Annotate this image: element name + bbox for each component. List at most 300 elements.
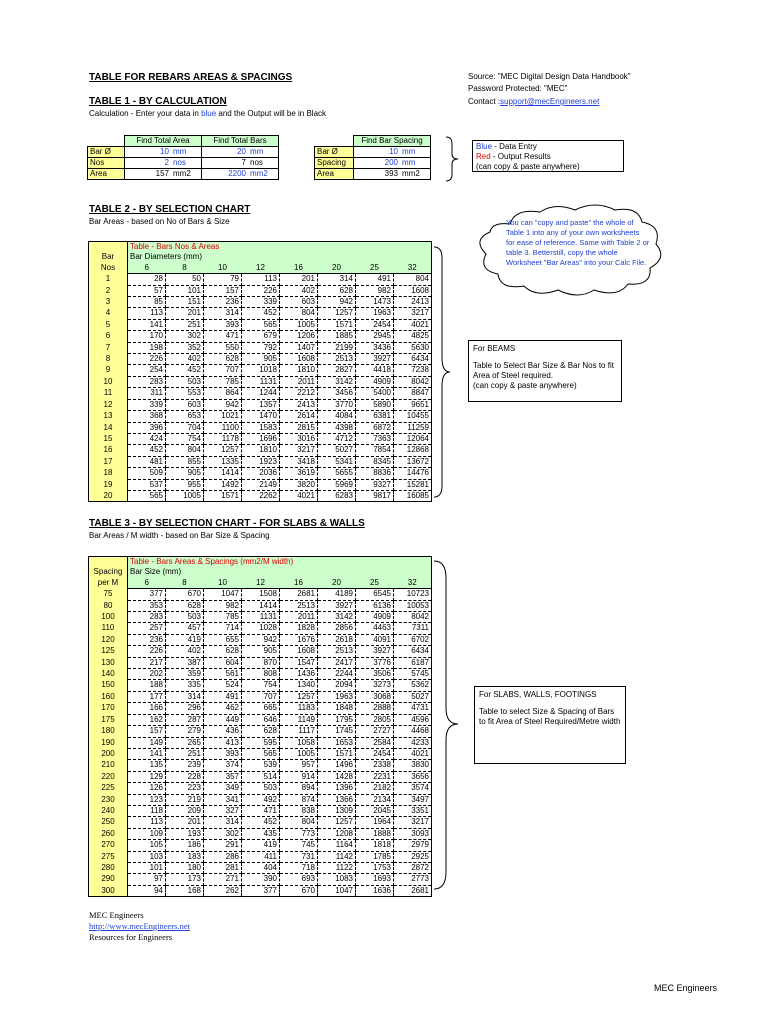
table-cell: 1888 [356,828,394,839]
table-cell: 3142 [318,376,356,387]
table-cell: 2417 [318,657,356,668]
table-cell: 537 [128,479,166,490]
table-cell: 162 [128,714,166,725]
table-cell: 1257 [318,308,356,319]
table-cell: 982 [356,285,394,296]
table-row [89,399,432,410]
table-cell: 6187 [394,657,432,668]
table-cell: 10723 [394,589,432,600]
table-cell: 1257 [280,691,318,702]
table-cell: 12868 [394,445,432,456]
table-cell: 452 [242,308,280,319]
table-row [89,862,432,873]
table-cell: 390 [242,874,280,885]
table-cell: 804 [166,445,204,456]
table-cell: 352 [166,342,204,353]
table-cell: 524 [204,680,242,691]
diameter-header: 6 [128,263,166,274]
table-row [89,589,432,600]
table-row [89,851,432,862]
table-cell: 281 [204,862,242,873]
table-cell: 603 [166,399,204,410]
table-row [89,623,432,634]
table-cell: 368 [128,411,166,422]
row-label: 110 [89,623,128,634]
table-cell: 2231 [356,771,394,782]
table-cell: 262 [204,885,242,896]
row-label: 100 [89,612,128,623]
row-label: 80 [89,600,128,611]
table-cell: 283 [128,612,166,623]
table-cell: 5969 [318,479,356,490]
table-cell: 3770 [318,399,356,410]
diameter-header: 10 [204,578,242,589]
diameter-header: 25 [356,578,394,589]
table-cell: 286 [204,851,242,862]
table-cell: 2045 [356,805,394,816]
row-label: 200 [89,748,128,759]
table3-subheading: Bar Areas / M width - based on Bar Size & Spacing [89,531,270,540]
table1-note-post: and the Output will be in Black [216,109,327,118]
table-cell: 228 [166,771,204,782]
table-cell: 1005 [280,748,318,759]
table-cell: 2727 [356,726,394,737]
legend-blue-text: - Data Entry [492,142,537,151]
table-cell: 314 [166,691,204,702]
legend-blue: Blue [476,142,493,151]
table-cell: 202 [128,669,166,680]
table-cell: 1414 [242,600,280,611]
table-cell: 314 [204,308,242,319]
table-cell: 7311 [394,623,432,634]
table-cell: 402 [166,646,204,657]
row-label: 9 [89,365,128,376]
table-cell: 251 [166,748,204,759]
table-cell: 2338 [356,760,394,771]
table-cell: 3016 [280,433,318,444]
table-cell: 9651 [394,399,432,410]
table1-heading: TABLE 1 - BY CALCULATION [89,96,227,107]
table3-grid-subtitle: Bar Size (mm) [128,567,432,577]
find-total-area-header: Find Total Area [125,136,202,147]
table-cell: 3927 [318,600,356,611]
table-cell: 126 [128,783,166,794]
input-nos[interactable]: 2 [125,158,172,169]
table-cell: 349 [204,783,242,794]
table-cell: 6702 [394,634,432,645]
table-row [89,634,432,645]
table-cell: 905 [242,646,280,657]
table-cell: 6381 [356,411,394,422]
table-cell: 452 [166,365,204,376]
table-cell: 6136 [356,600,394,611]
table-cell: 393 [204,319,242,330]
table-cell: 413 [204,737,242,748]
table-cell: 4731 [394,703,432,714]
table-cell: 4825 [394,331,432,342]
table-cell: 279 [166,726,204,737]
table-cell: 101 [166,285,204,296]
contact-email-link[interactable]: support@mecEngineers.net [500,97,600,106]
table-cell: 97 [128,874,166,885]
table-row [89,388,432,399]
table-cell: 217 [128,657,166,668]
table3-note [474,686,626,764]
row-label: 210 [89,760,128,771]
table-cell: 2134 [356,794,394,805]
row-label: 12 [89,399,128,410]
table-cell: 452 [128,445,166,456]
table-cell: 707 [204,365,242,376]
row-label: 180 [89,726,128,737]
table1-note [89,109,326,118]
table-cell: 314 [318,274,356,285]
table-cell: 186 [166,840,204,851]
table-cell: 1547 [280,657,318,668]
input-spacing[interactable]: 200 [354,158,401,169]
table-cell: 8042 [394,612,432,623]
table-cell: 1131 [242,376,280,387]
table-cell: 3436 [356,342,394,353]
table-cell: 2199 [318,342,356,353]
table-cell: 2827 [318,365,356,376]
table-cell: 79 [204,274,242,285]
table-row [89,365,432,376]
row-label: Bar Ø [88,147,125,158]
row-label: 3 [89,297,128,308]
table-cell: 4712 [318,433,356,444]
table-cell: 254 [128,365,166,376]
table-row [89,760,432,771]
table-row [89,308,432,319]
row-label: Bar Ø [315,147,354,158]
table-cell: 3142 [318,612,356,623]
table-cell: 471 [242,805,280,816]
table-cell: 646 [242,714,280,725]
table-cell: 353 [128,600,166,611]
diameter-header: 25 [356,263,394,274]
row-label: 10 [89,376,128,387]
table-cell: 265 [166,737,204,748]
table-cell: 12064 [394,433,432,444]
table-row [89,433,432,444]
table-cell: 1142 [318,851,356,862]
table-cell: 731 [280,851,318,862]
row-label: Area [88,169,125,180]
table-cell: 2872 [394,862,432,873]
table-cell: 1810 [280,365,318,376]
table-cell: 492 [242,794,280,805]
table3-grid [88,556,432,897]
diameter-header: 16 [280,578,318,589]
output-nos: 7 [202,158,249,169]
table3-note-body: Table to select Size & Spacing of Bars to fit Area of Steel Required/Metre width [479,707,621,726]
diameter-header: 32 [394,578,432,589]
table-cell: 785 [204,376,242,387]
table-cell: 2513 [318,354,356,365]
table-cell: 1257 [204,445,242,456]
table-cell: 1047 [318,885,356,896]
table-row [89,342,432,353]
input-bar-dia-bars[interactable]: 20 [202,147,249,158]
table-cell: 7854 [356,445,394,456]
table-cell: 1753 [356,862,394,873]
table-cell: 628 [166,600,204,611]
row-label: 300 [89,885,128,896]
table-cell: 5027 [394,691,432,702]
table-cell: 1676 [280,634,318,645]
table2-heading: TABLE 2 - BY SELECTION CHART [89,204,251,215]
table-cell: 1122 [318,862,356,873]
table-cell: 101 [128,862,166,873]
table-cell: 257 [128,623,166,634]
table-cell: 219 [166,794,204,805]
table-cell: 1885 [318,331,356,342]
table1-note-blue: blue [201,109,217,118]
table-cell: 1492 [204,479,242,490]
table-cell: 15281 [394,479,432,490]
table-cell: 251 [166,319,204,330]
table-cell: 942 [242,634,280,645]
table-cell: 3217 [394,817,432,828]
footer-tagline: Resources for Engineers [89,932,173,942]
table-cell: 2182 [356,783,394,794]
table-row [89,297,432,308]
table-cell: 1653 [318,737,356,748]
diameter-header: 12 [242,263,280,274]
table-cell: 8847 [394,388,432,399]
table-cell: 141 [128,319,166,330]
table-cell: 1636 [356,885,394,896]
row-label: 8 [89,354,128,365]
table1-right-corner [315,136,354,147]
table1-right-row [315,147,431,158]
unit: mm [248,147,279,158]
table-cell: 804 [280,308,318,319]
table-cell: 670 [280,885,318,896]
table-cell: 10053 [394,600,432,611]
table-cell: 5362 [394,680,432,691]
unit: mm [400,147,431,158]
table-cell: 180 [166,862,204,873]
table-cell: 377 [128,589,166,600]
table-cell: 109 [128,828,166,839]
table-cell: 481 [128,456,166,467]
table-cell: 149 [128,737,166,748]
table-cell: 103 [128,851,166,862]
table1-right-row [315,158,431,169]
row-label: Area [315,169,354,180]
table-cell: 5027 [318,445,356,456]
table-cell: 6283 [318,490,356,501]
table-row [89,331,432,342]
row-label: 16 [89,445,128,456]
table-cell: 2888 [356,703,394,714]
table3-brace [432,560,462,890]
table-cell: 1693 [356,874,394,885]
table-cell: 3574 [394,783,432,794]
table-cell: 1206 [280,331,318,342]
table-cell: 1058 [280,737,318,748]
table-cell: 1828 [280,623,318,634]
source-text: Source: "MEC Digital Design Data Handbook" [468,72,631,81]
table-cell: 2856 [318,623,356,634]
row-label: 250 [89,817,128,828]
table-cell: 2244 [318,669,356,680]
table2-note [468,340,622,402]
table-cell: 151 [166,297,204,308]
table-cell: 679 [242,331,280,342]
table-cell: 653 [166,411,204,422]
table-cell: 1608 [280,354,318,365]
table-cell: 957 [280,760,318,771]
table-cell: 2454 [356,319,394,330]
table2-corner [89,242,128,253]
password-text: Password Protected: "MEC" [468,84,568,93]
table-cell: 1470 [242,411,280,422]
table-row [89,817,432,828]
table-row [89,771,432,782]
table-cell: 2011 [280,612,318,623]
table2-grid-title: Table - Bars Nos & Areas [128,242,432,253]
table-cell: 792 [242,342,280,353]
table-cell: 1257 [318,817,356,828]
table-cell: 905 [242,354,280,365]
table-cell: 1018 [242,365,280,376]
table-cell: 714 [204,623,242,634]
table-cell: 94 [128,885,166,896]
table3-corner [89,557,128,568]
table-cell: 1414 [204,468,242,479]
table-cell: 1436 [280,669,318,680]
table-cell: 603 [280,297,318,308]
table-cell: 2454 [356,748,394,759]
table-cell: 4021 [394,748,432,759]
table-cell: 1244 [242,388,280,399]
row-label: 20 [89,490,128,501]
row-label: 125 [89,646,128,657]
table-cell: 870 [242,657,280,668]
table-cell: 1357 [242,399,280,410]
table-cell: 1795 [318,714,356,725]
table-cell: 105 [128,840,166,851]
table-cell: 462 [204,703,242,714]
table-cell: 296 [166,703,204,714]
table-cell: 7363 [356,433,394,444]
table3-heading: TABLE 3 - BY SELECTION CHART - FOR SLABS & WALLS [89,518,365,529]
table-cell: 785 [204,612,242,623]
table1-left-corner [88,136,125,147]
table-cell: 201 [280,274,318,285]
table-cell: 628 [318,285,356,296]
table-row [89,680,432,691]
table-row [89,691,432,702]
table3-note-title: For SLABS, WALLS, FOOTINGS [479,690,597,699]
table-cell: 565 [242,319,280,330]
legend-red: Red [476,152,491,161]
table-cell: 1021 [204,411,242,422]
table2-note-copy: (can copy & paste anywhere) [473,381,577,390]
unit: mm2 [248,169,279,180]
row-label: 150 [89,680,128,691]
table-cell: 5890 [356,399,394,410]
diameter-header: 6 [128,578,166,589]
table-cell: 1608 [394,285,432,296]
table-cell: 3273 [356,680,394,691]
table-cell: 4398 [318,422,356,433]
table-cell: 402 [166,354,204,365]
table-cell: 773 [280,828,318,839]
table-cell: 2212 [280,388,318,399]
table-row [89,422,432,433]
diameter-header: 20 [318,578,356,589]
table-cell: 1005 [280,319,318,330]
table-cell: 4596 [394,714,432,725]
table-row [89,714,432,725]
footer-corner-text: MEC Engineers [654,983,718,993]
table-cell: 1183 [280,703,318,714]
table-cell: 3820 [280,479,318,490]
input-bar-dia-area[interactable]: 10 [125,147,172,158]
table3-row-head2: per M [89,578,128,589]
table-cell: 2925 [394,851,432,862]
table-cell: 5745 [394,669,432,680]
table-cell: 894 [280,783,318,794]
table-cell: 2011 [280,376,318,387]
output-area: 157 [125,169,172,180]
row-label: 140 [89,669,128,680]
table-cell: 942 [204,399,242,410]
table-cell: 209 [166,805,204,816]
diameter-header: 32 [394,263,432,274]
table-cell: 123 [128,794,166,805]
table-row [89,411,432,422]
find-bar-spacing-header: Find Bar Spacing [354,136,431,147]
table-cell: 808 [242,669,280,680]
table-cell: 1810 [242,445,280,456]
row-label: 120 [89,634,128,645]
table-cell: 561 [204,669,242,680]
table-cell: 503 [166,612,204,623]
table-cell: 183 [166,851,204,862]
table-cell: 1696 [242,433,280,444]
table-cell: 3830 [394,760,432,771]
table-cell: 804 [394,274,432,285]
table-cell: 628 [204,354,242,365]
table-cell: 283 [128,376,166,387]
table-row [89,794,432,805]
table-cell: 10455 [394,411,432,422]
footer-block [89,910,190,943]
row-label: 240 [89,805,128,816]
table-cell: 718 [280,862,318,873]
table-cell: 2094 [318,680,356,691]
table-cell: 2149 [242,479,280,490]
table-cell: 1745 [318,726,356,737]
footer-website-link[interactable]: http://www.mecEngineers.net [89,921,190,931]
table-cell: 28 [128,274,166,285]
table2-note-body: Table to Select Bar Size & Bar Nos to fit Area of Steel required. [473,361,614,380]
row-label: 170 [89,703,128,714]
input-area[interactable]: 2200 [202,169,249,180]
table-cell: 1309 [318,805,356,816]
table-cell: 1407 [280,342,318,353]
row-label: 190 [89,737,128,748]
table-cell: 341 [204,794,242,805]
input-spacing-bar-dia[interactable]: 10 [354,147,401,158]
table2-subheading: Bar Areas - based on No of Bars & Size [89,217,230,226]
table-cell: 1583 [242,422,280,433]
